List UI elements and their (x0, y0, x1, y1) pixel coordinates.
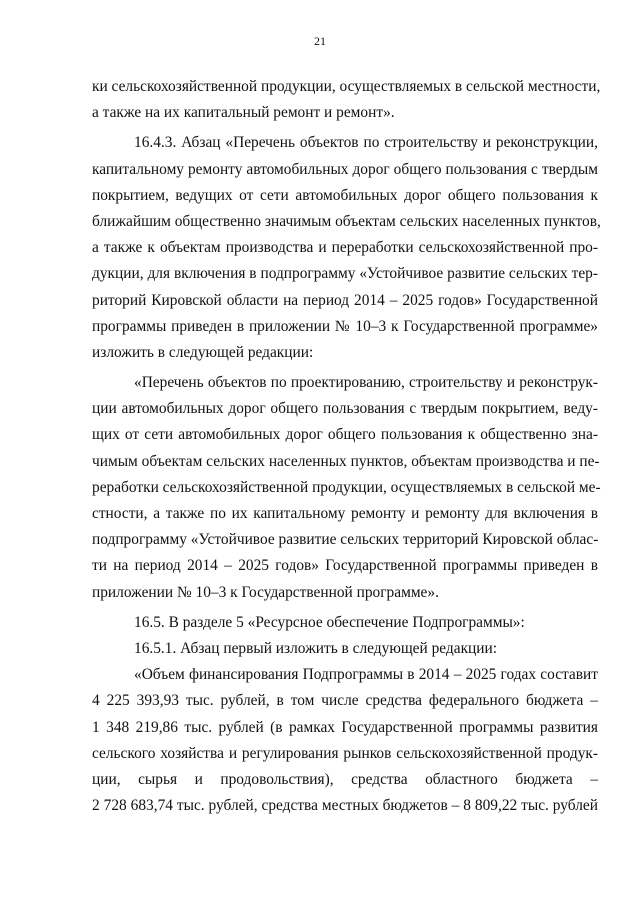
text-line: ки сельскохозяйственной продукции, осуществляемых в сельской местности, (92, 78, 601, 95)
text-line: щих от сети автомобильных дорог общего пользования к общественно зна- (92, 426, 598, 444)
text-line: реработки сельскохозяйственной продукции, осуществляемых в сельской ме- (92, 478, 601, 496)
text-line: а также на их капитальный ремонт и ремонт». (92, 104, 395, 122)
text-line: «Объем финансирования Подпрограммы в 2014 – 2025 годах составит (134, 666, 598, 684)
text-line: 1 348 219,86 тыс. рублей (в рамках Государственной программы развития (92, 718, 598, 736)
text-line: ти на период 2014 – 2025 годов» Государственной программы приведен в (92, 557, 598, 575)
text-line: 16.4.3. Абзац «Перечень объектов по строительству и реконструкции, (134, 134, 598, 152)
text-line: стности, а также по их капитальному ремонту и ремонту для включения в (92, 505, 598, 522)
page-number: 21 (314, 34, 326, 48)
text-line: риторий Кировской области на период 2014 – 2025 годов» Государственной (92, 291, 598, 309)
document-body (92, 74, 601, 819)
text-line: 2 728 683,74 тыс. рублей, средства местных бюджетов – 8 809,22 тыс. рублей (92, 797, 598, 815)
text-line: программы приведен в приложении № 10–3 к Государственной программе» (92, 317, 598, 335)
text-line: приложении № 10–3 к Государственной программе». (92, 583, 439, 601)
text-line: изложить в следующей редакции: (92, 343, 314, 361)
text-line: ции, сырья и продовольствия), средства областного бюджета – (92, 770, 598, 788)
text-line: дукции, для включения в подпрограмму «Устойчивое развитие сельских тер- (92, 265, 598, 283)
text-line: капитальному ремонту автомобильных дорог общего пользования с твердым (92, 160, 598, 178)
text-line: покрытием, ведущих от сети автомобильных дорог общего пользования к (92, 186, 598, 204)
text-line: а также к объектам производства и переработки сельскохозяйственной про- (92, 239, 598, 257)
text-line: 16.5. В разделе 5 «Ресурсное обеспечение Подпрограммы»: (134, 613, 525, 631)
text-line: подпрограмму «Устойчивое развитие сельских территорий Кировской облас- (92, 531, 599, 549)
text-line: 16.5.1. Абзац первый изложить в следующей редакции: (134, 639, 498, 657)
text-line: 4 225 393,93 тыс. рублей, в том числе средства федерального бюджета – (92, 692, 598, 710)
text-line: «Перечень объектов по проектированию, строительству и реконструк- (134, 374, 598, 392)
text-line: ближайшим общественно значимым объектам сельских населенных пунктов, (92, 212, 601, 230)
text-line: сельского хозяйства и регулирования рынков сельскохозяйственной продук- (92, 744, 598, 762)
text-line: ции автомобильных дорог общего пользования с твердым покрытием, веду- (92, 400, 598, 418)
text-line: чимым объектам сельских населенных пунктов, объектам производства и пе- (92, 452, 600, 470)
